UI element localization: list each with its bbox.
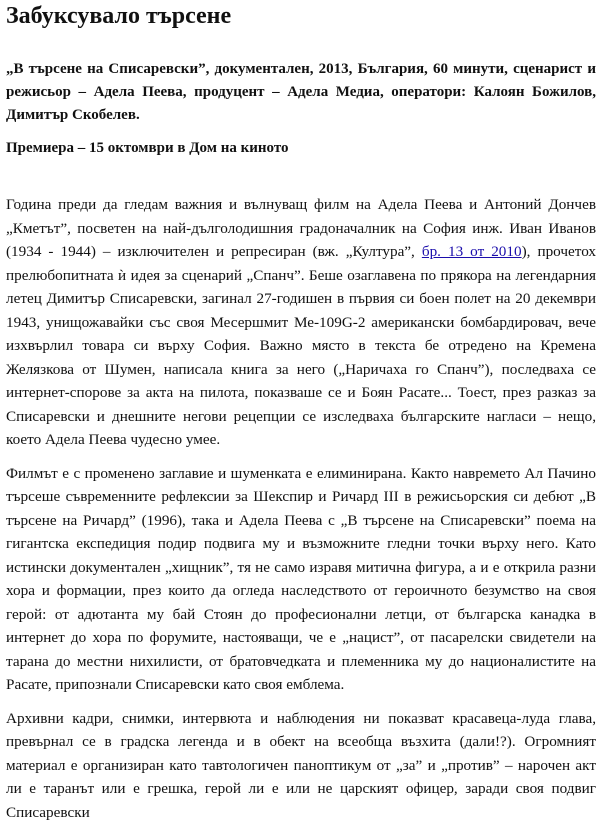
paragraph-2: Филмът е с променено заглавие и шуменката е елиминирана. Както навремето Ал Пачино търсеше съвременните рефлексии за Шекспир и Ричард III в режисьорския си дебют „В търсене на Ричард” (1996), така и Адела Пеева с „В търсене на Списаревски” поема на гигантска експедиция подир подвига му и възможните гледни точки върху него. Като истински документален „хищник”, тя не само изравя митична фигура, а и е открила разни хора и формации, през които да огледа наследството от героичното безумство на своя герой: от адютанта му бай Стоян до професионални летци, от българска канадка в интернет до хора по форумите, настояващи, че е „нацист”, от пасарелски свидетели на тарана до местни нихилисти, от братовчедката и племенника му до националистите на Расате, припознали Списаревски като своя емблема. [6, 462, 596, 697]
paragraph-1 [6, 193, 596, 452]
article-title: Забуксувало търсене [6, 0, 596, 30]
article-page [6, 0, 596, 824]
paragraph-1-text-end: ), прочетох прелюбопитната ѝ идея за сценарий „Спанч”. Беше озаглавена по прякора на легендарния летец Димитър Списаревски, загинал 27-годишен в първия си боен полет на 20 декември 1943, унищожавайки със своя Месершмит Ме-109G-2 американски бомбардировач, вече изхвърлил товара си върху София. Важно място в текста бе отредено на Кремена Желязкова от Шумен, написала книга за него („Наричаха го Спанч”), последваха се интернет-спорове за акта на пилота, показваше се и Боян Расате... Тоест, през разказ за Списаревски и днешните негови рецепции се изследваха българските нагласи – нещо, което Адела Пеева чудесно умее. [6, 243, 596, 448]
paragraph-1-text-start: Година преди да гледам важния и вълнуващ филм на Адела Пеева и Антоний Дончев „Кметът”, посветен на най-дълголодишния градоначалник на София инж. Иван Иванов (1934 - 1944) – изключителен и репресиран (вж. „Култура”, [6, 196, 596, 260]
kultura-issue-link[interactable]: бр. 13 от 2010 [422, 243, 522, 260]
paragraph-3: Архивни кадри, снимки, интервюта и наблюдения ни показват красавеца-луда глава, превърнал се в градска легенда и в обект на всеобща възхита (дали!?). Огромният материал е организиран като тавтологичен паноптикум от „за” и „против” – нарочен акт ли е таранът или е грешка, герой ли е или не царският офицер, заради своя подвиг Списаревски [6, 707, 596, 824]
film-credits: „В търсене на Списаревски”, документален, 2013, България, 60 минути, сценарист и режисьор – Адела Пеева, продуцент – Адела Медиа, оператори: Калоян Божилов, Димитър Скобелев. [6, 58, 596, 127]
premiere-info: Премиера – 15 октомври в Дом на киното [6, 137, 596, 160]
